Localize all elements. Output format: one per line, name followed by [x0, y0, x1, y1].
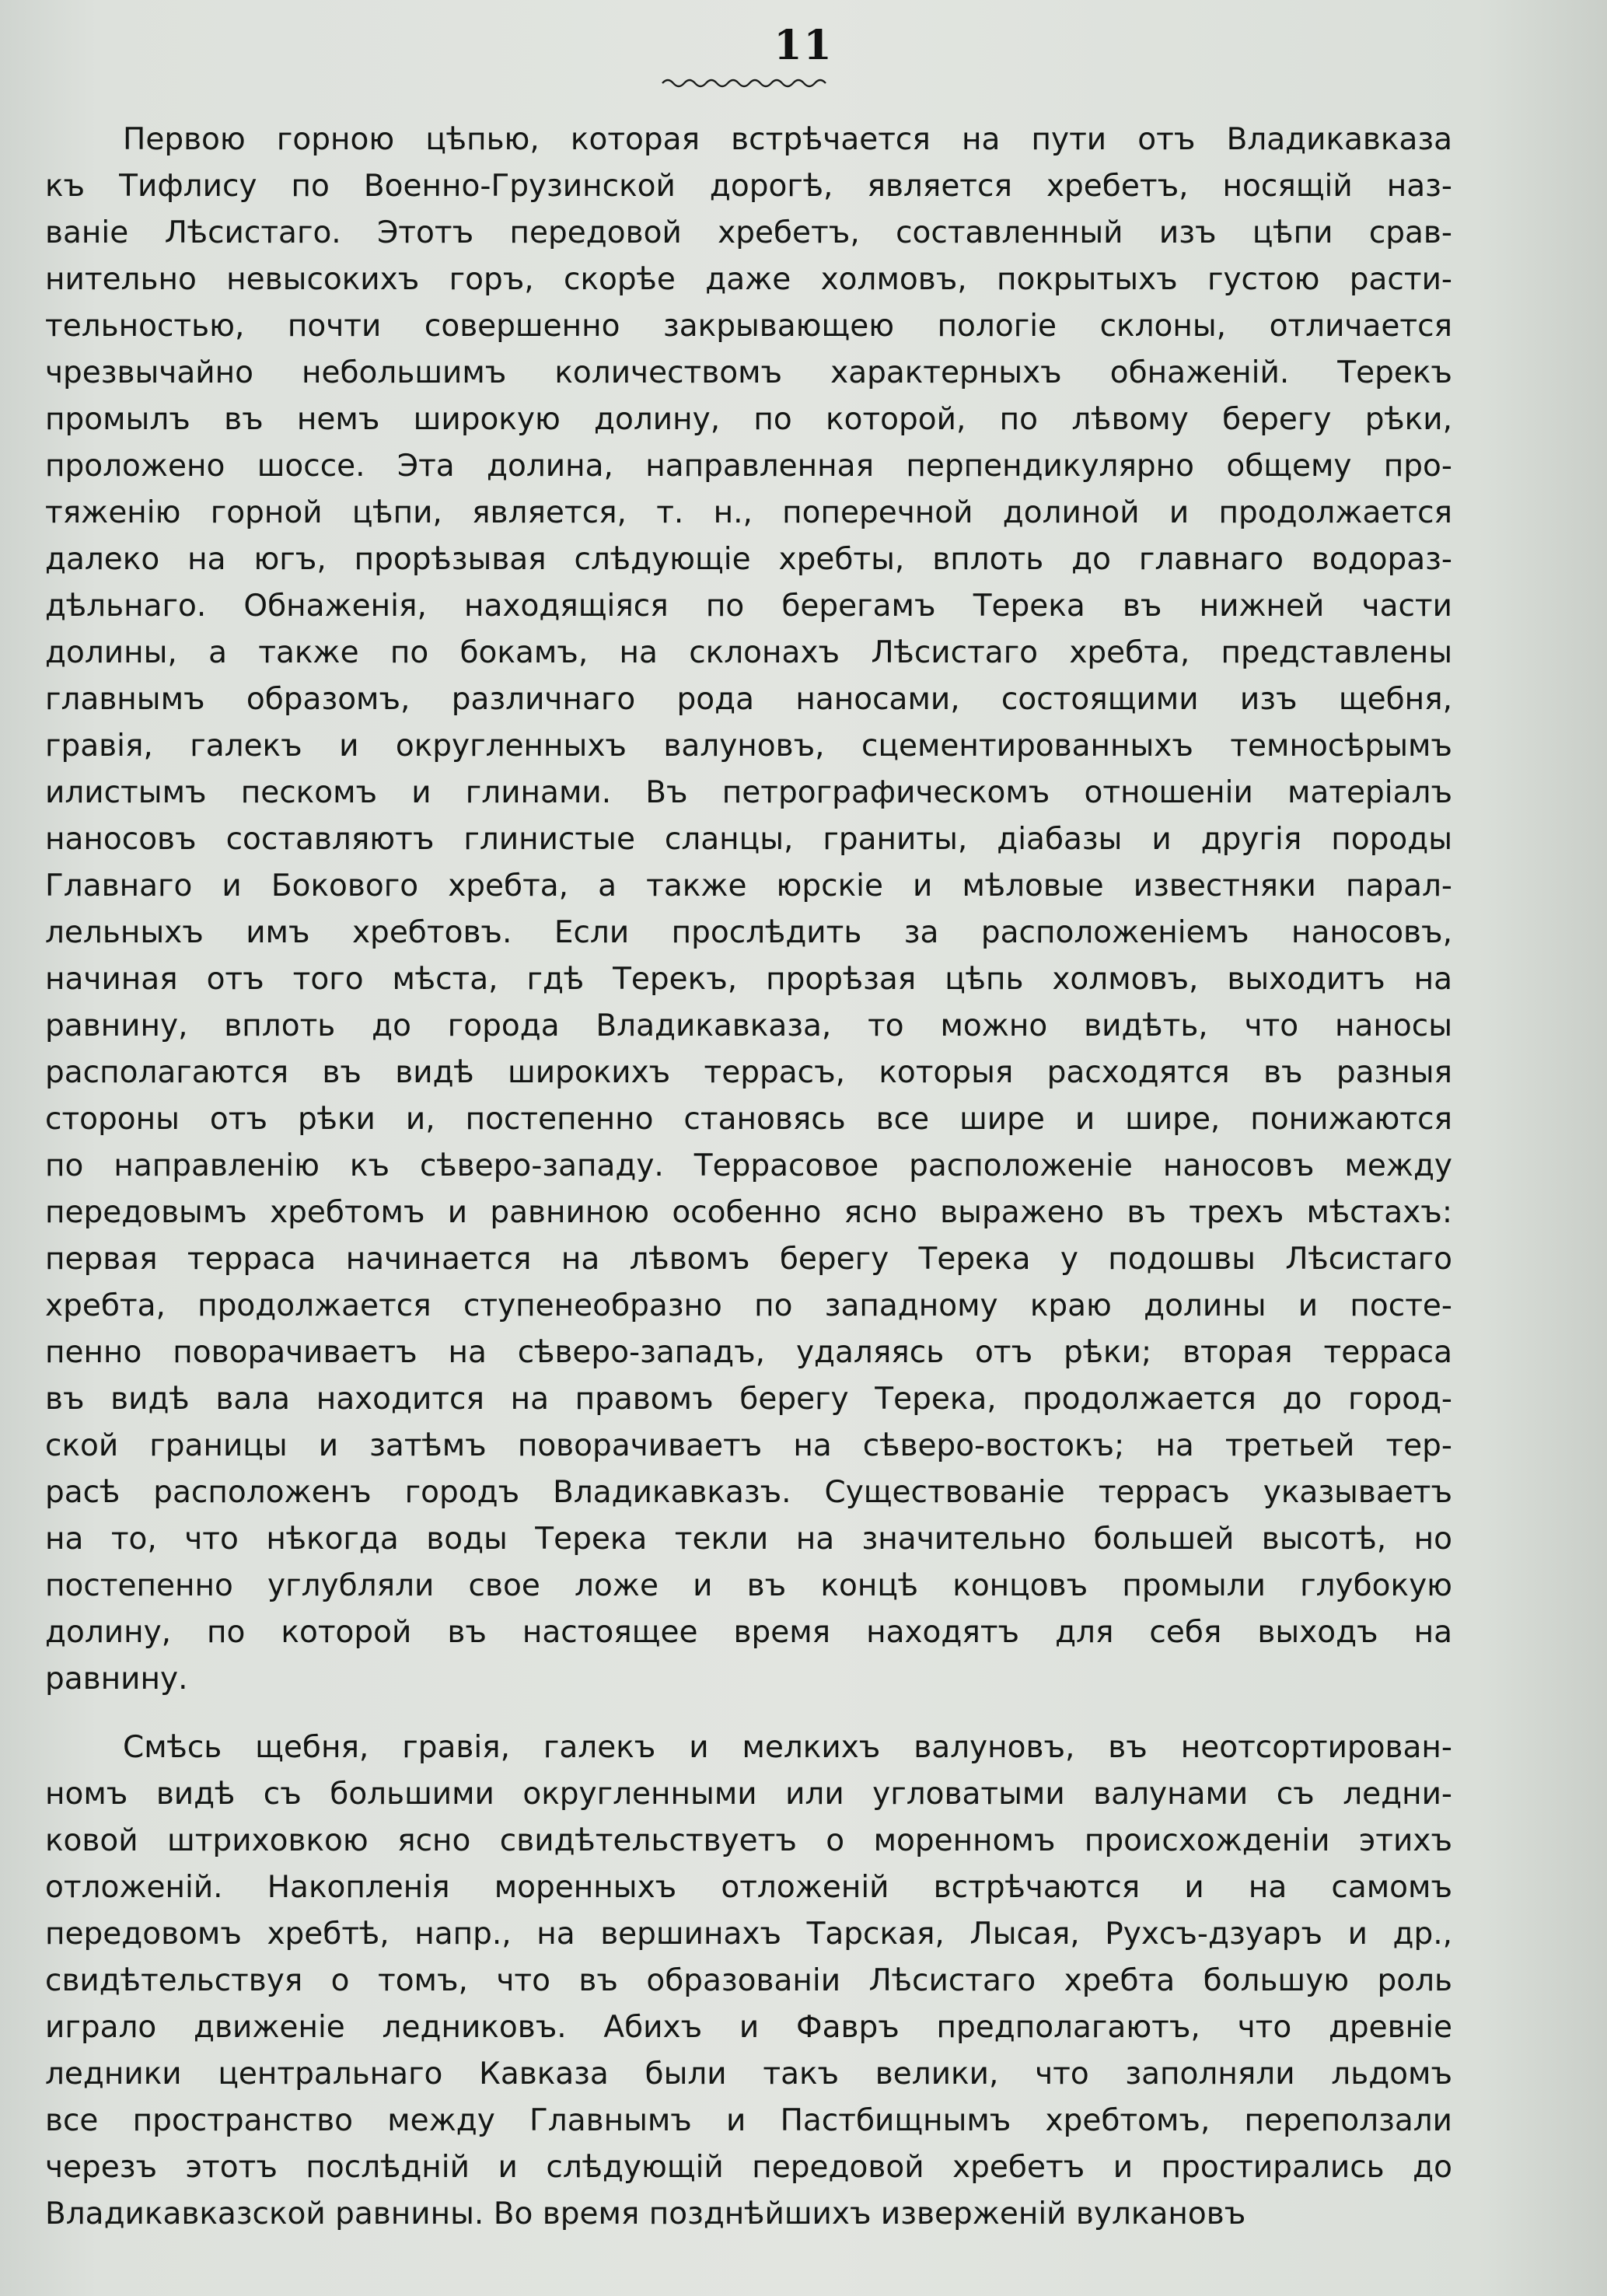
text-line: въ видѣ вала находится на правомъ берегу Терека, продолжается до город- — [45, 1382, 1452, 1417]
text-line: передовомъ хребтѣ, напр., на вершинахъ Тарская, Лысая, Рухсъ-дзуаръ и др., — [45, 1917, 1452, 1952]
text-line: номъ видѣ съ большими округленными или угловатыми валунами съ ледни- — [45, 1777, 1452, 1812]
text-line: долины, а также по бокамъ, на склонахъ Лѣсистаго хребта, представлены — [45, 635, 1452, 670]
text-line: наносовъ составляютъ глинистые сланцы, граниты, діабазы и другія породы — [45, 822, 1452, 857]
page-number: 11 — [774, 22, 833, 69]
text-line: къ Тифлису по Военно-Грузинской дорогѣ, является хребетъ, носящій наз- — [45, 169, 1452, 204]
text-line: хребта, продолжается ступенеобразно по западному краю долины и посте- — [45, 1288, 1452, 1323]
text-line: тельностью, почти совершенно закрывающею пологіе склоны, отличается — [45, 309, 1452, 344]
text-line: пенно поворачиваетъ на сѣверо-западъ, удаляясь отъ рѣки; вторая терраса — [45, 1335, 1452, 1370]
text-line: Главнаго и Бокового хребта, а также юрскіе и мѣловые известняки парал- — [45, 868, 1452, 903]
text-line: нительно невысокихъ горъ, скорѣе даже холмовъ, покрытыхъ густою расти- — [45, 262, 1452, 297]
text-line: далеко на югъ, прорѣзывая слѣдующіе хребты, вплоть до главнаго водораз- — [45, 542, 1452, 577]
page-header — [0, 22, 1607, 69]
text-line: ской границы и затѣмъ поворачиваетъ на сѣверо-востокъ; на третьей тер- — [45, 1428, 1452, 1463]
text-line: на то, что нѣкогда воды Терека текли на значительно большей высотѣ, но — [45, 1522, 1452, 1557]
text-line: Первою горною цѣпью, которая встрѣчается на пути отъ Владикавказа — [123, 122, 1452, 157]
text-line: свидѣтельствуя о томъ, что въ образованіи Лѣсистаго хребта большую роль — [45, 1963, 1452, 1998]
text-line: отложеній. Накопленія моренныхъ отложеній встрѣчаются и на самомъ — [45, 1870, 1452, 1905]
body-text — [45, 117, 1452, 2238]
text-line: располагаются въ видѣ широкихъ террасъ, которыя расходятся въ разныя — [45, 1055, 1452, 1090]
text-line: постепенно углубляли свое ложе и въ концѣ концовъ промыли глубокую — [45, 1568, 1452, 1603]
text-line: все пространство между Главнымъ и Пастбищнымъ хребтомъ, переползали — [45, 2103, 1452, 2138]
text-line: ваніе Лѣсистаго. Этотъ передовой хребетъ, составленный изъ цѣпи срав- — [45, 215, 1452, 250]
text-line: илистымъ пескомъ и глинами. Въ петрографическомъ отношеніи матеріалъ — [45, 775, 1452, 810]
text-line: лельныхъ имъ хребтовъ. Если прослѣдить за расположеніемъ наносовъ, — [45, 915, 1452, 950]
text-line: стороны отъ рѣки и, постепенно становясь все шире и шире, понижаются — [45, 1102, 1452, 1137]
text-line: расѣ расположенъ городъ Владикавказъ. Существованіе террасъ указываетъ — [45, 1475, 1452, 1510]
wavy-ornament — [661, 75, 832, 92]
text-line: начиная отъ того мѣста, гдѣ Терекъ, прорѣзая цѣпь холмовъ, выходитъ на — [45, 962, 1452, 997]
text-line: первая терраса начинается на лѣвомъ берегу Терека у подошвы Лѣсистаго — [45, 1242, 1452, 1277]
text-line: долину, по которой въ настоящее время находятъ для себя выходъ на — [45, 1615, 1452, 1650]
text-line: играло движеніе ледниковъ. Абихъ и Фавръ предполагаютъ, что древніе — [45, 2010, 1452, 2045]
text-line: чрезвычайно небольшимъ количествомъ характерныхъ обнаженій. Терекъ — [45, 355, 1452, 390]
text-line: равнину. — [45, 1662, 188, 1697]
text-line: проложено шоссе. Эта долина, направленная перпендикулярно общему про- — [45, 449, 1452, 484]
text-line: промылъ въ немъ широкую долину, по которой, по лѣвому берегу рѣки, — [45, 402, 1452, 437]
text-line: ковой штриховкою ясно свидѣтельствуетъ о моренномъ происхожденіи этихъ — [45, 1823, 1452, 1858]
text-line: черезъ этотъ послѣдній и слѣдующій передовой хребетъ и простирались до — [45, 2150, 1452, 2185]
text-line: равнину, вплоть до города Владикавказа, то можно видѣть, что наносы — [45, 1008, 1452, 1043]
text-line: ледники центральнаго Кавказа были такъ велики, что заполняли льдомъ — [45, 2057, 1452, 2092]
text-line: Смѣсь щебня, гравія, галекъ и мелкихъ валуновъ, въ неотсортирован- — [123, 1730, 1452, 1765]
text-line: по направленію къ сѣверо-западу. Террасовое расположеніе наносовъ между — [45, 1148, 1452, 1183]
text-line: передовымъ хребтомъ и равниною особенно ясно выражено въ трехъ мѣстахъ: — [45, 1195, 1452, 1230]
text-line: дѣльнаго. Обнаженія, находящіяся по берегамъ Терека въ нижней части — [45, 589, 1452, 624]
paragraph-2 — [45, 1725, 1452, 2238]
text-line: тяженію горной цѣпи, является, т. н., поперечной долиной и продолжается — [45, 495, 1452, 530]
text-line: Владикавказской равнины. Во время позднѣйшихъ изверженій вулкановъ — [45, 2196, 1246, 2231]
text-line: главнымъ образомъ, различнаго рода наносами, состоящими изъ щебня, — [45, 682, 1452, 717]
text-line: гравія, галекъ и округленныхъ валуновъ, сцементированныхъ темносѣрымъ — [45, 729, 1452, 764]
paragraph-1 — [45, 117, 1452, 1703]
